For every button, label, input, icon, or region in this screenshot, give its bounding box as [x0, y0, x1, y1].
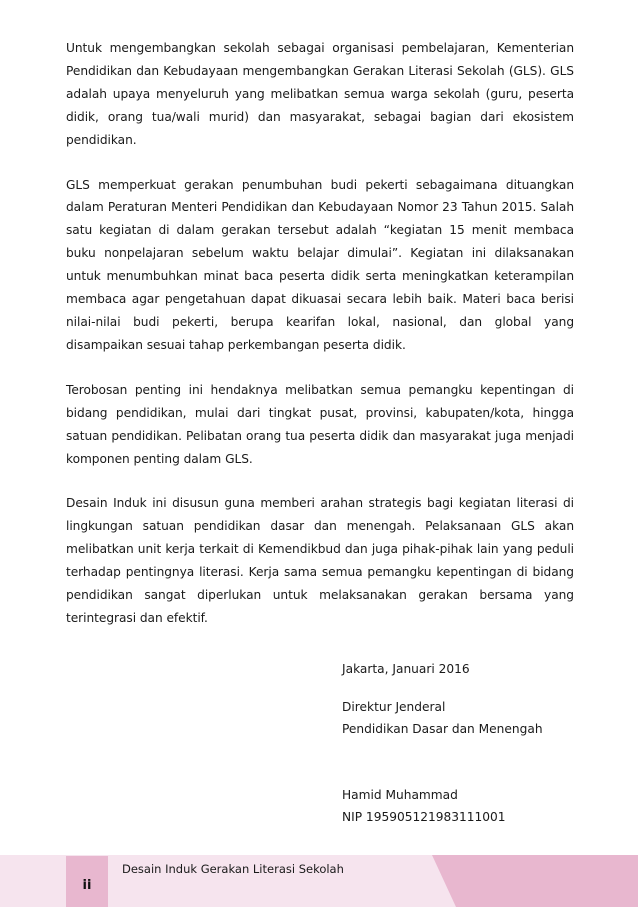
paragraph-2: GLS memperkuat gerakan penumbuhan budi pekerti sebagaimana dituangkan dalam Peraturan Menteri Pendidikan dan Kebudayaan Nomor 23 Tahun 2015. Salah satu kegiatan di dalam gerakan tersebut adalah “kegiatan 15 menit membaca buku nonpelajaran sebelum waktu belajar dimulai”. Kegiatan ini dilaksanakan untuk menumbuhkan minat baca peserta didik serta meningkatkan keterampilan membaca agar pengetahuan dapat dikuasai secara lebih baik. Materi baca berisi nilai-nilai budi pekerti, berupa kearifan lokal, nasional, dan global yang disampaikan sesuai tahap perkembangan peserta didik.: [66, 177, 574, 352]
document-body: [66, 37, 574, 630]
paragraph-3: Terobosan penting ini hendaknya melibatkan semua pemangku kepentingan di bidang pendidikan, mulai dari tingkat pusat, provinsi, kabupaten/kota, hingga satuan pendidikan. Pelibatan orang tua peserta didik dan masyarakat juga menjadi komponen penting dalam GLS.: [66, 382, 574, 466]
paragraph-4: Desain Induk ini disusun guna memberi arahan strategis bagi kegiatan literasi di lingkungan satuan pendidikan dasar dan menengah. Pelaksanaan GLS akan melibatkan unit kerja terkait di Kemendikbud dan juga pihak-pihak lain yang peduli terhadap pentingnya literasi. Kerja sama semua pemangku kepentingan di bidang pendidikan sangat diperlukan untuk melaksanakan gerakan bersama yang terintegrasi dan efektif.: [66, 496, 574, 625]
page-number: ii: [66, 856, 108, 907]
signature-nip: NIP 195905121983111001: [342, 810, 506, 824]
footer-title: Desain Induk Gerakan Literasi Sekolah: [122, 862, 344, 876]
signature-block: [342, 658, 602, 829]
signature-name: Hamid Muhammad: [342, 787, 458, 802]
footer-accent-shape: [432, 855, 638, 907]
paragraph-1: Untuk mengembangkan sekolah sebagai organisasi pembelajaran, Kementerian Pendidikan dan Kebudayaan mengembangkan Gerakan Literasi Sekolah (GLS). GLS adalah upaya menyeluruh yang melibatkan semua warga sekolah (guru, peserta didik, orang tua/wali murid) dan masyarakat, sebagai bagian dari ekosistem pendidikan.: [66, 41, 574, 147]
signature-position-line-1: Direktur Jenderal: [342, 699, 446, 714]
signature-place-date: Jakarta, Januari 2016: [342, 662, 470, 676]
signature-position-line-2: Pendidikan Dasar dan Menengah: [342, 722, 543, 736]
